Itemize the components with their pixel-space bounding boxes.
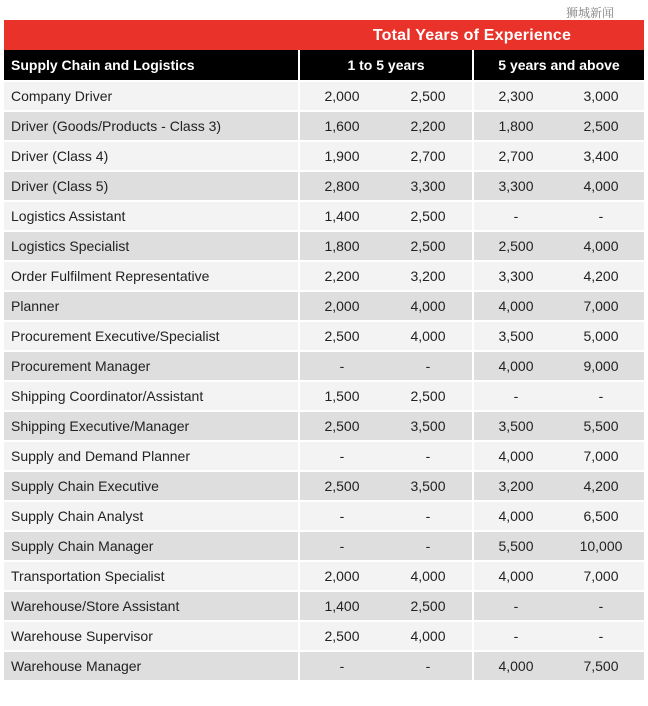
salary-1-to-5-years: 2,500 [384,590,472,620]
table-row [4,170,644,200]
salary-5-years-and-above: 5,500 [558,410,644,440]
salary-5-years-and-above: - [472,620,558,650]
salary-1-to-5-years: - [384,650,472,680]
salary-1-to-5-years: 3,500 [384,470,472,500]
salary-1-to-5-years: 1,400 [298,590,384,620]
salary-5-years-and-above: - [558,590,644,620]
salary-1-to-5-years: 2,500 [298,470,384,500]
table-row [4,200,644,230]
salary-table [4,50,644,680]
salary-5-years-and-above: 7,000 [558,440,644,470]
table-row [4,380,644,410]
salary-1-to-5-years: 2,200 [384,110,472,140]
table-row [4,560,644,590]
salary-1-to-5-years: 4,000 [384,560,472,590]
salary-1-to-5-years: 3,300 [384,170,472,200]
role-name: Order Fulfilment Representative [4,260,298,290]
table-row [4,440,644,470]
salary-5-years-and-above: - [558,200,644,230]
role-name: Supply and Demand Planner [4,440,298,470]
salary-5-years-and-above: 3,300 [472,260,558,290]
salary-5-years-and-above: 4,200 [558,260,644,290]
salary-5-years-and-above: 4,000 [472,500,558,530]
salary-1-to-5-years: 1,800 [298,230,384,260]
salary-1-to-5-years: 2,500 [298,320,384,350]
salary-1-to-5-years: 4,000 [384,290,472,320]
table-body [4,80,644,680]
salary-5-years-and-above: 7,000 [558,290,644,320]
table-row [4,320,644,350]
salary-5-years-and-above: 5,500 [472,530,558,560]
role-name: Supply Chain Manager [4,530,298,560]
role-name: Planner [4,290,298,320]
table-row [4,260,644,290]
salary-5-years-and-above: - [558,380,644,410]
table-row [4,140,644,170]
role-name: Driver (Class 4) [4,140,298,170]
salary-5-years-and-above: - [472,590,558,620]
salary-5-years-and-above: 1,800 [472,110,558,140]
salary-5-years-and-above: 4,000 [472,440,558,470]
banner-title: Total Years of Experience [372,27,572,44]
salary-5-years-and-above: 7,500 [558,650,644,680]
salary-5-years-and-above: 6,500 [558,500,644,530]
table-row [4,230,644,260]
experience-banner [4,20,644,50]
role-name: Warehouse/Store Assistant [4,590,298,620]
role-name: Company Driver [4,80,298,110]
salary-1-to-5-years: - [298,500,384,530]
salary-5-years-and-above: 4,000 [558,170,644,200]
salary-1-to-5-years: 2,500 [298,620,384,650]
salary-1-to-5-years: 2,500 [298,410,384,440]
salary-1-to-5-years: 2,500 [384,80,472,110]
salary-5-years-and-above: 2,700 [472,140,558,170]
salary-1-to-5-years: 3,200 [384,260,472,290]
salary-5-years-and-above: 3,500 [472,320,558,350]
watermark: 狮城新闻 [566,6,615,20]
salary-1-to-5-years: 2,000 [298,80,384,110]
salary-5-years-and-above: 2,500 [558,110,644,140]
salary-5-years-and-above: 10,000 [558,530,644,560]
salary-1-to-5-years: - [384,350,472,380]
table-row [4,410,644,440]
salary-1-to-5-years: - [384,440,472,470]
role-name: Driver (Goods/Products - Class 3) [4,110,298,140]
role-name: Supply Chain Executive [4,470,298,500]
role-name: Supply Chain Analyst [4,500,298,530]
role-name: Transportation Specialist [4,560,298,590]
table-row [4,500,644,530]
salary-5-years-and-above: 9,000 [558,350,644,380]
role-name: Shipping Executive/Manager [4,410,298,440]
table-row [4,350,644,380]
salary-1-to-5-years: - [298,440,384,470]
salary-1-to-5-years: 1,900 [298,140,384,170]
salary-5-years-and-above: - [472,200,558,230]
salary-5-years-and-above: 3,000 [558,80,644,110]
salary-5-years-and-above: - [472,380,558,410]
salary-1-to-5-years: 2,000 [298,560,384,590]
salary-5-years-and-above: 4,000 [472,350,558,380]
salary-table-container [4,20,644,680]
salary-1-to-5-years: 2,200 [298,260,384,290]
salary-5-years-and-above: 4,200 [558,470,644,500]
salary-1-to-5-years: 2,500 [384,380,472,410]
role-name: Shipping Coordinator/Assistant [4,380,298,410]
table-header-row [4,50,644,80]
table-row [4,110,644,140]
salary-1-to-5-years: 1,500 [298,380,384,410]
salary-5-years-and-above: 3,500 [472,410,558,440]
table-row [4,290,644,320]
salary-1-to-5-years: 1,600 [298,110,384,140]
table-row [4,650,644,680]
salary-1-to-5-years: 2,500 [384,200,472,230]
salary-5-years-and-above: 3,400 [558,140,644,170]
role-name: Procurement Manager [4,350,298,380]
header-1-to-5-years: 1 to 5 years [298,50,472,80]
salary-1-to-5-years: 2,700 [384,140,472,170]
table-row [4,530,644,560]
salary-1-to-5-years: 2,500 [384,230,472,260]
salary-1-to-5-years: 2,000 [298,290,384,320]
salary-5-years-and-above: - [558,620,644,650]
salary-1-to-5-years: 4,000 [384,620,472,650]
header-5-years-and-above: 5 years and above [472,50,644,80]
salary-5-years-and-above: 3,200 [472,470,558,500]
salary-1-to-5-years: - [298,350,384,380]
header-category: Supply Chain and Logistics [4,50,298,80]
salary-1-to-5-years: 4,000 [384,320,472,350]
role-name: Driver (Class 5) [4,170,298,200]
salary-5-years-and-above: 4,000 [472,560,558,590]
table-row [4,620,644,650]
table-row [4,590,644,620]
salary-5-years-and-above: 2,300 [472,80,558,110]
salary-5-years-and-above: 7,000 [558,560,644,590]
salary-1-to-5-years: - [298,530,384,560]
salary-1-to-5-years: - [298,650,384,680]
salary-5-years-and-above: 3,300 [472,170,558,200]
salary-1-to-5-years: 1,400 [298,200,384,230]
salary-1-to-5-years: 3,500 [384,410,472,440]
role-name: Logistics Specialist [4,230,298,260]
salary-1-to-5-years: - [384,530,472,560]
salary-5-years-and-above: 4,000 [472,650,558,680]
role-name: Procurement Executive/Specialist [4,320,298,350]
role-name: Logistics Assistant [4,200,298,230]
salary-1-to-5-years: 2,800 [298,170,384,200]
salary-5-years-and-above: 5,000 [558,320,644,350]
salary-5-years-and-above: 4,000 [558,230,644,260]
salary-5-years-and-above: 4,000 [472,290,558,320]
table-row [4,470,644,500]
table-row [4,80,644,110]
salary-5-years-and-above: 2,500 [472,230,558,260]
role-name: Warehouse Supervisor [4,620,298,650]
salary-1-to-5-years: - [384,500,472,530]
role-name: Warehouse Manager [4,650,298,680]
